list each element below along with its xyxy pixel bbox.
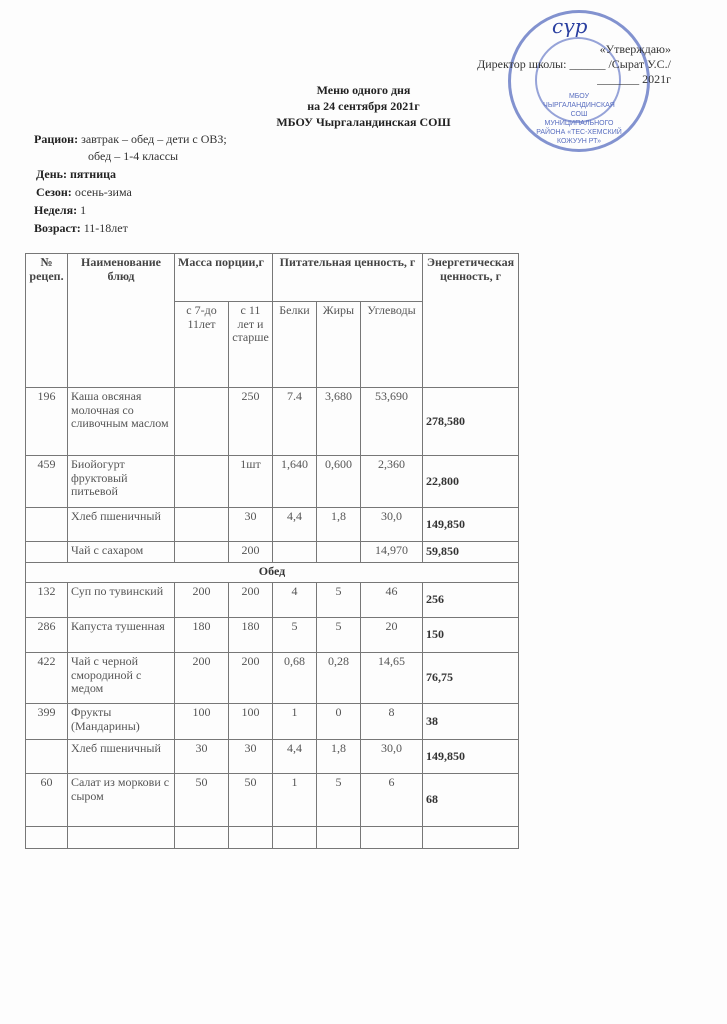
dish-name: Хлеб пшеничный	[68, 740, 175, 774]
fat: 1,8	[317, 740, 361, 774]
dish-name: Чай с черной смородиной с медом	[68, 653, 175, 704]
mass-11: 1шт	[229, 456, 273, 508]
fat: 0	[317, 704, 361, 740]
protein	[273, 542, 317, 563]
dish-name: Фрукты (Мандарины)	[68, 704, 175, 740]
carbs: 6	[361, 774, 423, 827]
header-dish: Наименование блюд	[68, 254, 175, 388]
age	[34, 220, 128, 236]
mass-7-11: 50	[175, 774, 229, 827]
season-value: осень-зима	[74, 185, 132, 199]
recipe-number: 132	[26, 583, 68, 618]
fat: 5	[317, 618, 361, 653]
ration	[34, 131, 227, 147]
header-mass-7-11: с 7-до 11лет	[175, 302, 229, 388]
carbs: 14,65	[361, 653, 423, 704]
mass-7-11	[175, 388, 229, 456]
dish-name: Каша овсяная молочная со сливочным маслом	[68, 388, 175, 456]
fat: 1,8	[317, 508, 361, 542]
header-nutrition: Питательная ценность, г	[273, 254, 423, 302]
mass-11: 50	[229, 774, 273, 827]
empty-row	[26, 827, 519, 849]
director-signature: сүр	[552, 14, 588, 38]
section-lunch: Обед	[26, 563, 519, 583]
approval-line-1: «Утверждаю»	[599, 42, 671, 56]
recipe-number: 286	[26, 618, 68, 653]
recipe-number	[26, 542, 68, 563]
fat: 0,600	[317, 456, 361, 508]
mass-11: 200	[229, 653, 273, 704]
mass-11: 200	[229, 542, 273, 563]
menu-table	[25, 253, 519, 849]
protein: 5	[273, 618, 317, 653]
energy: 76,75	[423, 653, 519, 704]
week	[34, 202, 86, 218]
carbs: 46	[361, 583, 423, 618]
fat: 5	[317, 583, 361, 618]
table-row	[26, 508, 519, 542]
table-row	[26, 774, 519, 827]
carbs: 8	[361, 704, 423, 740]
table-row	[26, 618, 519, 653]
mass-11: 250	[229, 388, 273, 456]
energy: 150	[423, 618, 519, 653]
mass-7-11: 200	[175, 583, 229, 618]
dish-name: Суп по тувинский	[68, 583, 175, 618]
mass-7-11: 30	[175, 740, 229, 774]
header-mass-11: с 11 лет и старше	[229, 302, 273, 388]
approval-line-3: _______ 2021г	[597, 72, 671, 86]
table-row	[26, 740, 519, 774]
mass-7-11: 180	[175, 618, 229, 653]
dish-name: Биойогурт фруктовый питьевой	[68, 456, 175, 508]
dish-name: Капуста тушенная	[68, 618, 175, 653]
carbs: 20	[361, 618, 423, 653]
energy: 68	[423, 774, 519, 827]
table-row	[26, 704, 519, 740]
ration-value: завтрак – обед – дети с ОВЗ;	[81, 132, 227, 146]
table-row	[26, 583, 519, 618]
carbs: 30,0	[361, 508, 423, 542]
dish-name: Салат из моркови с сыром	[68, 774, 175, 827]
ration-label: Рацион:	[34, 132, 79, 146]
dish-name: Чай с сахаром	[68, 542, 175, 563]
energy: 149,850	[423, 740, 519, 774]
heading-date: на 24 сентября 2021г	[307, 99, 420, 113]
mass-11: 30	[229, 740, 273, 774]
fat: 0,28	[317, 653, 361, 704]
mass-11: 30	[229, 508, 273, 542]
recipe-number	[26, 740, 68, 774]
protein: 1	[273, 774, 317, 827]
table-row	[26, 456, 519, 508]
recipe-number	[26, 508, 68, 542]
age-label: Возраст:	[34, 221, 81, 235]
header-mass: Масса порции,г	[175, 254, 273, 302]
mass-7-11	[175, 508, 229, 542]
recipe-number: 459	[26, 456, 68, 508]
mass-11: 200	[229, 583, 273, 618]
carbs: 2,360	[361, 456, 423, 508]
energy: 256	[423, 583, 519, 618]
fat	[317, 542, 361, 563]
section-row	[26, 563, 519, 583]
protein: 1,640	[273, 456, 317, 508]
protein: 1	[273, 704, 317, 740]
header-protein: Белки	[273, 302, 317, 388]
day-label: День:	[36, 167, 67, 181]
recipe-number: 422	[26, 653, 68, 704]
energy: 278,580	[423, 388, 519, 456]
header-fat: Жиры	[317, 302, 361, 388]
ration-value-2: обед – 1-4 классы	[88, 149, 179, 163]
table-row	[26, 653, 519, 704]
protein: 7.4	[273, 388, 317, 456]
carbs: 30,0	[361, 740, 423, 774]
age-value: 11-18лет	[83, 221, 128, 235]
approval-line-2: Директор школы: ______ /Сырат У.С./	[477, 57, 671, 71]
dish-name: Хлеб пшеничный	[68, 508, 175, 542]
mass-7-11: 100	[175, 704, 229, 740]
mass-7-11	[175, 456, 229, 508]
heading-menu: Меню одного дня	[316, 83, 411, 97]
week-value: 1	[80, 203, 87, 217]
heading-school: МБОУ Чыргаландинская СОШ	[276, 115, 451, 129]
mass-7-11	[175, 542, 229, 563]
energy: 22,800	[423, 456, 519, 508]
season-label: Сезон:	[36, 185, 72, 199]
mass-7-11: 200	[175, 653, 229, 704]
energy: 149,850	[423, 508, 519, 542]
header-energy: Энергетическая ценность, г	[423, 254, 519, 388]
energy: 59,850	[423, 542, 519, 563]
recipe-number: 399	[26, 704, 68, 740]
protein: 0,68	[273, 653, 317, 704]
mass-11: 100	[229, 704, 273, 740]
recipe-number: 196	[26, 388, 68, 456]
recipe-number: 60	[26, 774, 68, 827]
protein: 4,4	[273, 508, 317, 542]
day	[36, 166, 116, 182]
day-value: пятница	[69, 167, 117, 181]
header-recipe: № рецеп.	[26, 254, 68, 388]
breakfast-rows	[26, 388, 519, 563]
protein: 4,4	[273, 740, 317, 774]
fat: 5	[317, 774, 361, 827]
mass-11: 180	[229, 618, 273, 653]
fat: 3,680	[317, 388, 361, 456]
week-label: Неделя:	[34, 203, 78, 217]
carbs: 14,970	[361, 542, 423, 563]
table-row	[26, 388, 519, 456]
header-carbs: Углеводы	[361, 302, 423, 388]
carbs: 53,690	[361, 388, 423, 456]
table-row	[26, 542, 519, 563]
season	[36, 184, 132, 200]
stamp-text: МБОУ ЧЫРГАЛАНДИНСКАЯ СОШ МУНИЦИПАЛЬНОГО РАЙОНА «ТЕС-ХЕМСКИЙ КОЖУУН РТ»	[536, 93, 622, 145]
lunch-rows	[26, 583, 519, 827]
energy: 38	[423, 704, 519, 740]
protein: 4	[273, 583, 317, 618]
